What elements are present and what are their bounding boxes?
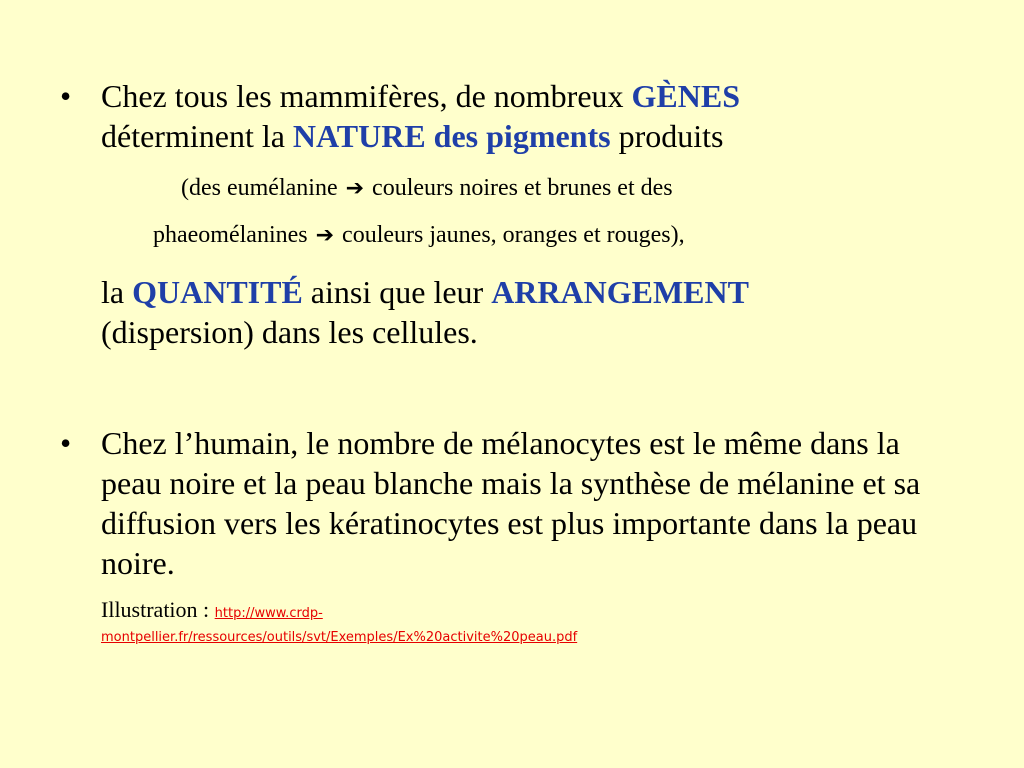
bullet-1-continuation xyxy=(101,272,981,352)
bullet-1-line-3: la QUANTITÉ ainsi que leur ARRANGEMENT xyxy=(101,274,749,310)
illustration-link-continued[interactable]: montpellier.fr/ressources/outils/svt/Exemples/Ex%20activite%20peau.pdf xyxy=(101,630,578,645)
quantite-highlight: QUANTITÉ xyxy=(132,274,303,310)
illustration-line xyxy=(101,597,981,648)
nature-highlight: NATURE des pigments xyxy=(292,118,611,154)
illustration-link[interactable]: http://www.crdp- xyxy=(214,606,323,621)
genes-highlight: GÈNES xyxy=(631,78,741,114)
bullet-marker: • xyxy=(60,78,72,114)
sub-line-eumelanine: (des eumélanine ➔ couleurs noires et brunes et des xyxy=(181,173,673,204)
right-arrow-icon: ➔ xyxy=(345,176,365,201)
bullet-1-line-4: (dispersion) dans les cellules. xyxy=(101,314,478,350)
arrangement-highlight: ARRANGEMENT xyxy=(491,274,749,310)
bullet-1-text xyxy=(101,76,981,156)
bullet-1-line-1: Chez tous les mammifères, de nombreux GÈNES xyxy=(101,78,741,114)
right-arrow-icon: ➔ xyxy=(315,223,335,248)
bullet-2-text: Chez l’humain, le nombre de mélanocytes est le même dans la peau noire et la peau blanche mais la synthèse de mélanine et sa diffusion vers les kératinocytes est plus importante dans la peau noire. xyxy=(101,425,921,581)
bullet-1-line-2: déterminent la NATURE des pigments produits xyxy=(101,118,724,154)
illustration-label: Illustration : xyxy=(101,597,215,622)
sub-line-phaeomelanines: phaeomélanines ➔ couleurs jaunes, oranges et rouges), xyxy=(153,220,685,251)
bullet-marker: • xyxy=(60,425,72,461)
